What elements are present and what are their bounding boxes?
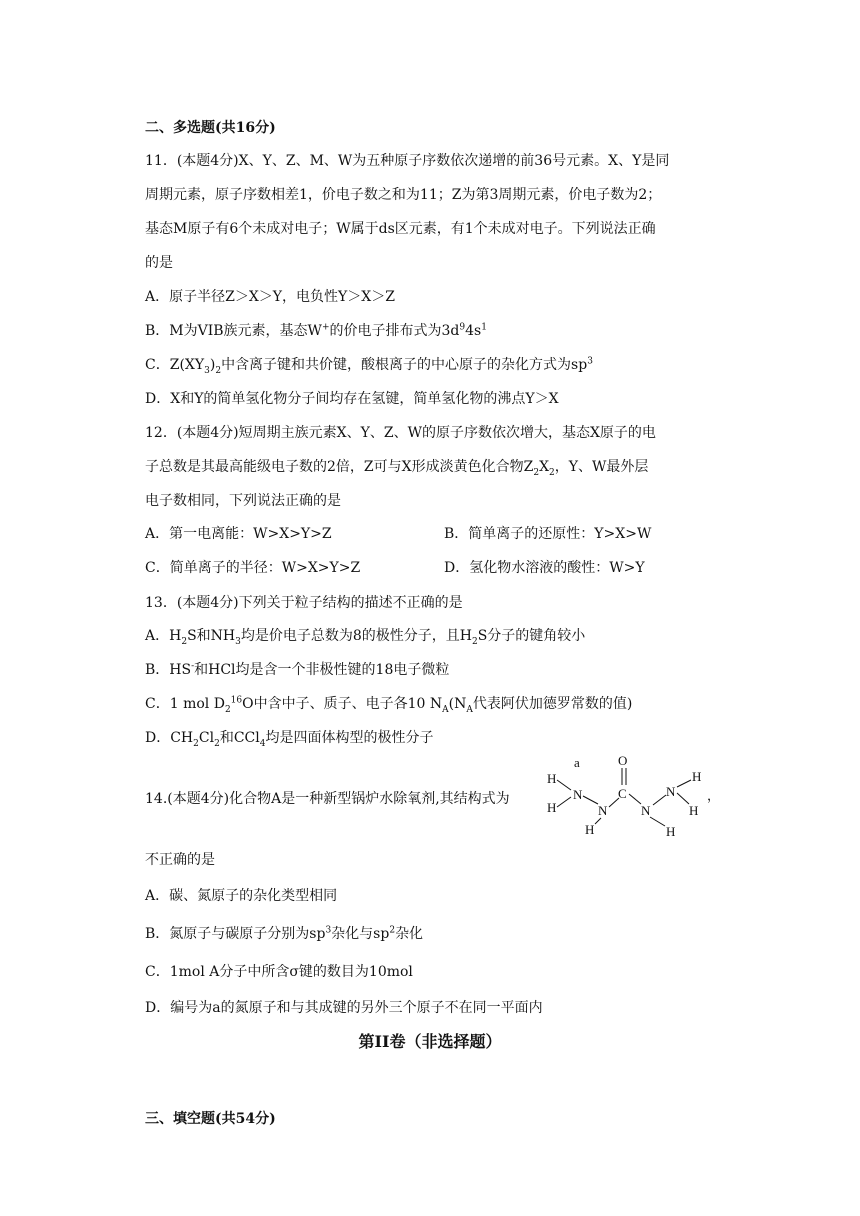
q12-option-a: A．第一电离能：W>X>Y>Z bbox=[145, 526, 332, 542]
q11-option-c: C．$Z(XY_3)_2$中含离子键和共价键，酸根离子的中心原子的杂化方式为$sp^3$ bbox=[145, 356, 593, 376]
q11-line-3: 基态M原子有6个未成对电子；W属于ds区元素，有1个未成对电子。下列说法正确 bbox=[145, 221, 656, 237]
comma: ， bbox=[707, 788, 720, 803]
atom-h: H bbox=[547, 800, 557, 815]
q14-option-a: A．碳、氮原子的杂化类型相同 bbox=[145, 888, 338, 904]
atom-c: C bbox=[618, 786, 627, 801]
part-2-title: 第II卷（非选择题） bbox=[358, 1032, 502, 1051]
atom-n: N bbox=[573, 787, 583, 802]
q14-line-1: 14.(本题4分)化合物A是一种新型锅炉水除氧剂,其结构式为 bbox=[145, 791, 510, 807]
q11-line-4: 的是 bbox=[145, 255, 173, 271]
q12-option-b: B．简单离子的还原性：Y>X>W bbox=[444, 526, 652, 542]
label-a: a bbox=[574, 755, 580, 770]
atom-h: H bbox=[585, 822, 595, 837]
section-2-heading: 二、多选题(共16分) bbox=[145, 120, 276, 136]
atom-h: H bbox=[692, 769, 702, 784]
q14-option-c: C．1mol A分子中所含σ键的数目为10mol bbox=[145, 964, 413, 980]
carbohydrazide-structure bbox=[545, 752, 720, 837]
q11-line-1: 11．(本题4分)X、Y、Z、M、W为五种原子序数依次递增的前36号元素。X、Y是同 bbox=[145, 153, 670, 169]
q12-line-3: 电子数相同，下列说法正确的是 bbox=[145, 493, 341, 509]
q13-option-c: C．1 mol $D_2^{16}O$中含中子、质子、电子各10 $N_A(N_A$代表阿伏加德罗常数的值) bbox=[145, 695, 633, 715]
q14-option-d: D．编号为a的氮原子和与其成键的另外三个原子不在同一平面内 bbox=[145, 1000, 543, 1016]
atom-o: O bbox=[618, 753, 628, 768]
q12-option-c: C．简单离子的半径：W>X>Y>Z bbox=[145, 560, 361, 576]
q11-option-d: D．X和Y的简单氢化物分子间均存在氢键，简单氢化物的沸点Y＞X bbox=[145, 391, 559, 407]
q14-line-2: 不正确的是 bbox=[145, 852, 215, 868]
q11-option-b: B．M为VIB族元素，基态W+的价电子排布式为$3d^94s^1$ bbox=[145, 322, 487, 339]
q12-line-1: 12．(本题4分)短周期主族元素X、Y、Z、W的原子序数依次增大，基态X原子的电 bbox=[145, 425, 656, 441]
atom-h: H bbox=[689, 803, 699, 818]
atom-n: N bbox=[598, 803, 608, 818]
q13-line-1: 13．(本题4分)下列关于粒子结构的描述不正确的是 bbox=[145, 595, 463, 611]
q14-option-b: B．氮原子与碳原子分别为$sp^3$杂化与$sp^2$杂化 bbox=[145, 925, 424, 942]
q11-line-2: 周期元素，原子序数相差1，价电子数之和为11；Z为第3周期元素，价电子数为2； bbox=[145, 187, 662, 203]
q12-line-2: 子总数是其最高能级电子数的2倍，Z可与X形成淡黄色化合物$Z_2X_2$，Y、W最外层 bbox=[145, 459, 649, 478]
atom-h: H bbox=[666, 824, 676, 837]
q13-option-d: D．$CH_2Cl_2$和CCl$_4$均是四面体构型的极性分子 bbox=[145, 730, 434, 749]
q13-option-a: A．$H_2S$和$NH_3$均是价电子总数为8的极性分子，且$H_2S$分子的键角较小 bbox=[145, 628, 586, 647]
atom-n: N bbox=[641, 803, 651, 818]
atom-h: H bbox=[547, 771, 557, 786]
section-3-heading: 三、填空题(共54分) bbox=[145, 1111, 276, 1127]
atom-n: N bbox=[666, 784, 676, 799]
q11-option-a: A．原子半径Z＞X＞Y，电负性Y＞X＞Z bbox=[145, 289, 395, 305]
q13-option-b: B．HS-和HCl均是含一个非极性键的18电子微粒 bbox=[145, 661, 450, 678]
q12-option-d: D．氢化物水溶液的酸性：W>Y bbox=[444, 560, 645, 576]
